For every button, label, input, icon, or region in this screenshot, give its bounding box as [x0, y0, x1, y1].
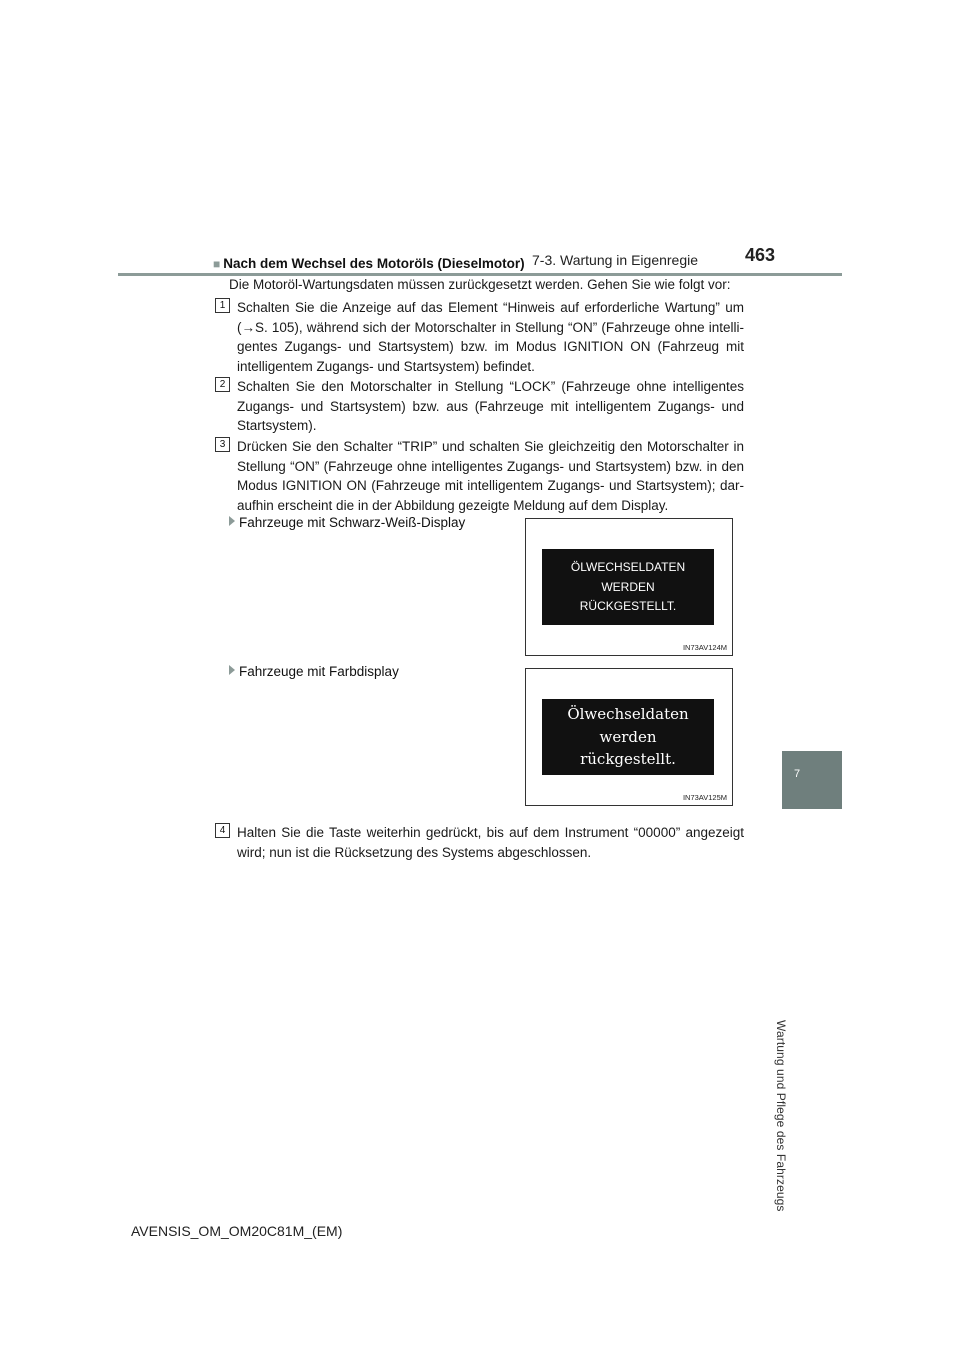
step-4-text: Halten Sie die Taste weiterhin gedrückt, bis auf dem Instrument “00000” angezeigt wird; nun ist die Rücksetzung des Systems abgeschlossen. [237, 825, 744, 860]
figure-bw-display [525, 518, 733, 656]
figure-color-display [525, 668, 733, 806]
section-heading: 7-3. Wartung in Eigenregie [532, 252, 699, 268]
screen-line: werden [599, 727, 657, 746]
display-screen-bw [542, 549, 714, 625]
step-3-text: Drücken Sie den Schalter “TRIP” und schalten Sie gleichzeitig den Motorschalter in Stellung “ON” (Fahrzeuge ohne intelligentes Zugangs- und Startsystem) bzw. in den Modus IGNITION ON (Fahrzeuge mit intelligentem Zugangs- und Startsystem); dar-aufhin erscheint die in der Abbildung gezeigte Meldung auf dem Display. [237, 439, 744, 513]
screen-line: rückgestellt. [580, 750, 676, 768]
chapter-tab [782, 751, 842, 809]
display-screen-color [542, 699, 714, 775]
screen-line: RÜCKGESTELLT. [579, 599, 677, 613]
figure-id: IN73AV124M [682, 643, 727, 652]
screen-line: WERDEN [601, 579, 655, 594]
section-title-text: Nach dem Wechsel des Motoröls (Dieselmotor) [223, 256, 525, 271]
step-number-3: 3 [215, 437, 230, 452]
screen-line: Ölwechseldaten [567, 705, 689, 723]
variant-bw-text: Fahrzeuge mit Schwarz-Weiß-Display [239, 515, 466, 530]
variant-color-text: Fahrzeuge mit Farbdisplay [239, 664, 399, 679]
document-code: AVENSIS_OM_OM20C81M_(EM) [131, 1223, 343, 1239]
arrow-right-icon [229, 516, 235, 526]
square-bullet-icon: ■ [213, 257, 221, 271]
page-number: 463 [745, 245, 776, 265]
variant-bw-label [229, 515, 465, 530]
section-title [213, 256, 525, 271]
intro-text: Die Motoröl-Wartungsdaten müssen zurückgesetzt werden. Gehen Sie wie folgt vor: [229, 277, 731, 292]
screen-line: ÖLWECHSELDATEN [570, 560, 686, 574]
figure-id: IN73AV125M [682, 793, 727, 802]
step-number-4: 4 [215, 823, 230, 838]
chapter-title: Wartung und Pflege des Fahrzeugs [774, 1020, 788, 1212]
arrow-right-icon [229, 665, 235, 675]
step-number-2: 2 [215, 377, 230, 392]
step-1-text: Schalten Sie die Anzeige auf das Element “Hinweis auf erforderliche Wartung” um (→S. 105), während sich der Motorschalter in Stellung “ON” (Fahrzeuge ohne intelli-gentes Zugangs- und Startsystem) bzw. im Modus IGNITION ON (Fahrzeug mit intelligentem Zugangs- und Startsystem) befindet. [237, 300, 744, 374]
chapter-number: 7 [794, 768, 801, 780]
variant-color-label [229, 664, 399, 679]
step-number-1: 1 [215, 298, 230, 313]
step-2-text: Schalten Sie den Motorschalter in Stellung “LOCK” (Fahrzeuge ohne intelligentes Zugangs- und Startsystem) bzw. aus (Fahrzeuge mit intelligentem Zugangs- und Startsystem). [237, 379, 744, 433]
